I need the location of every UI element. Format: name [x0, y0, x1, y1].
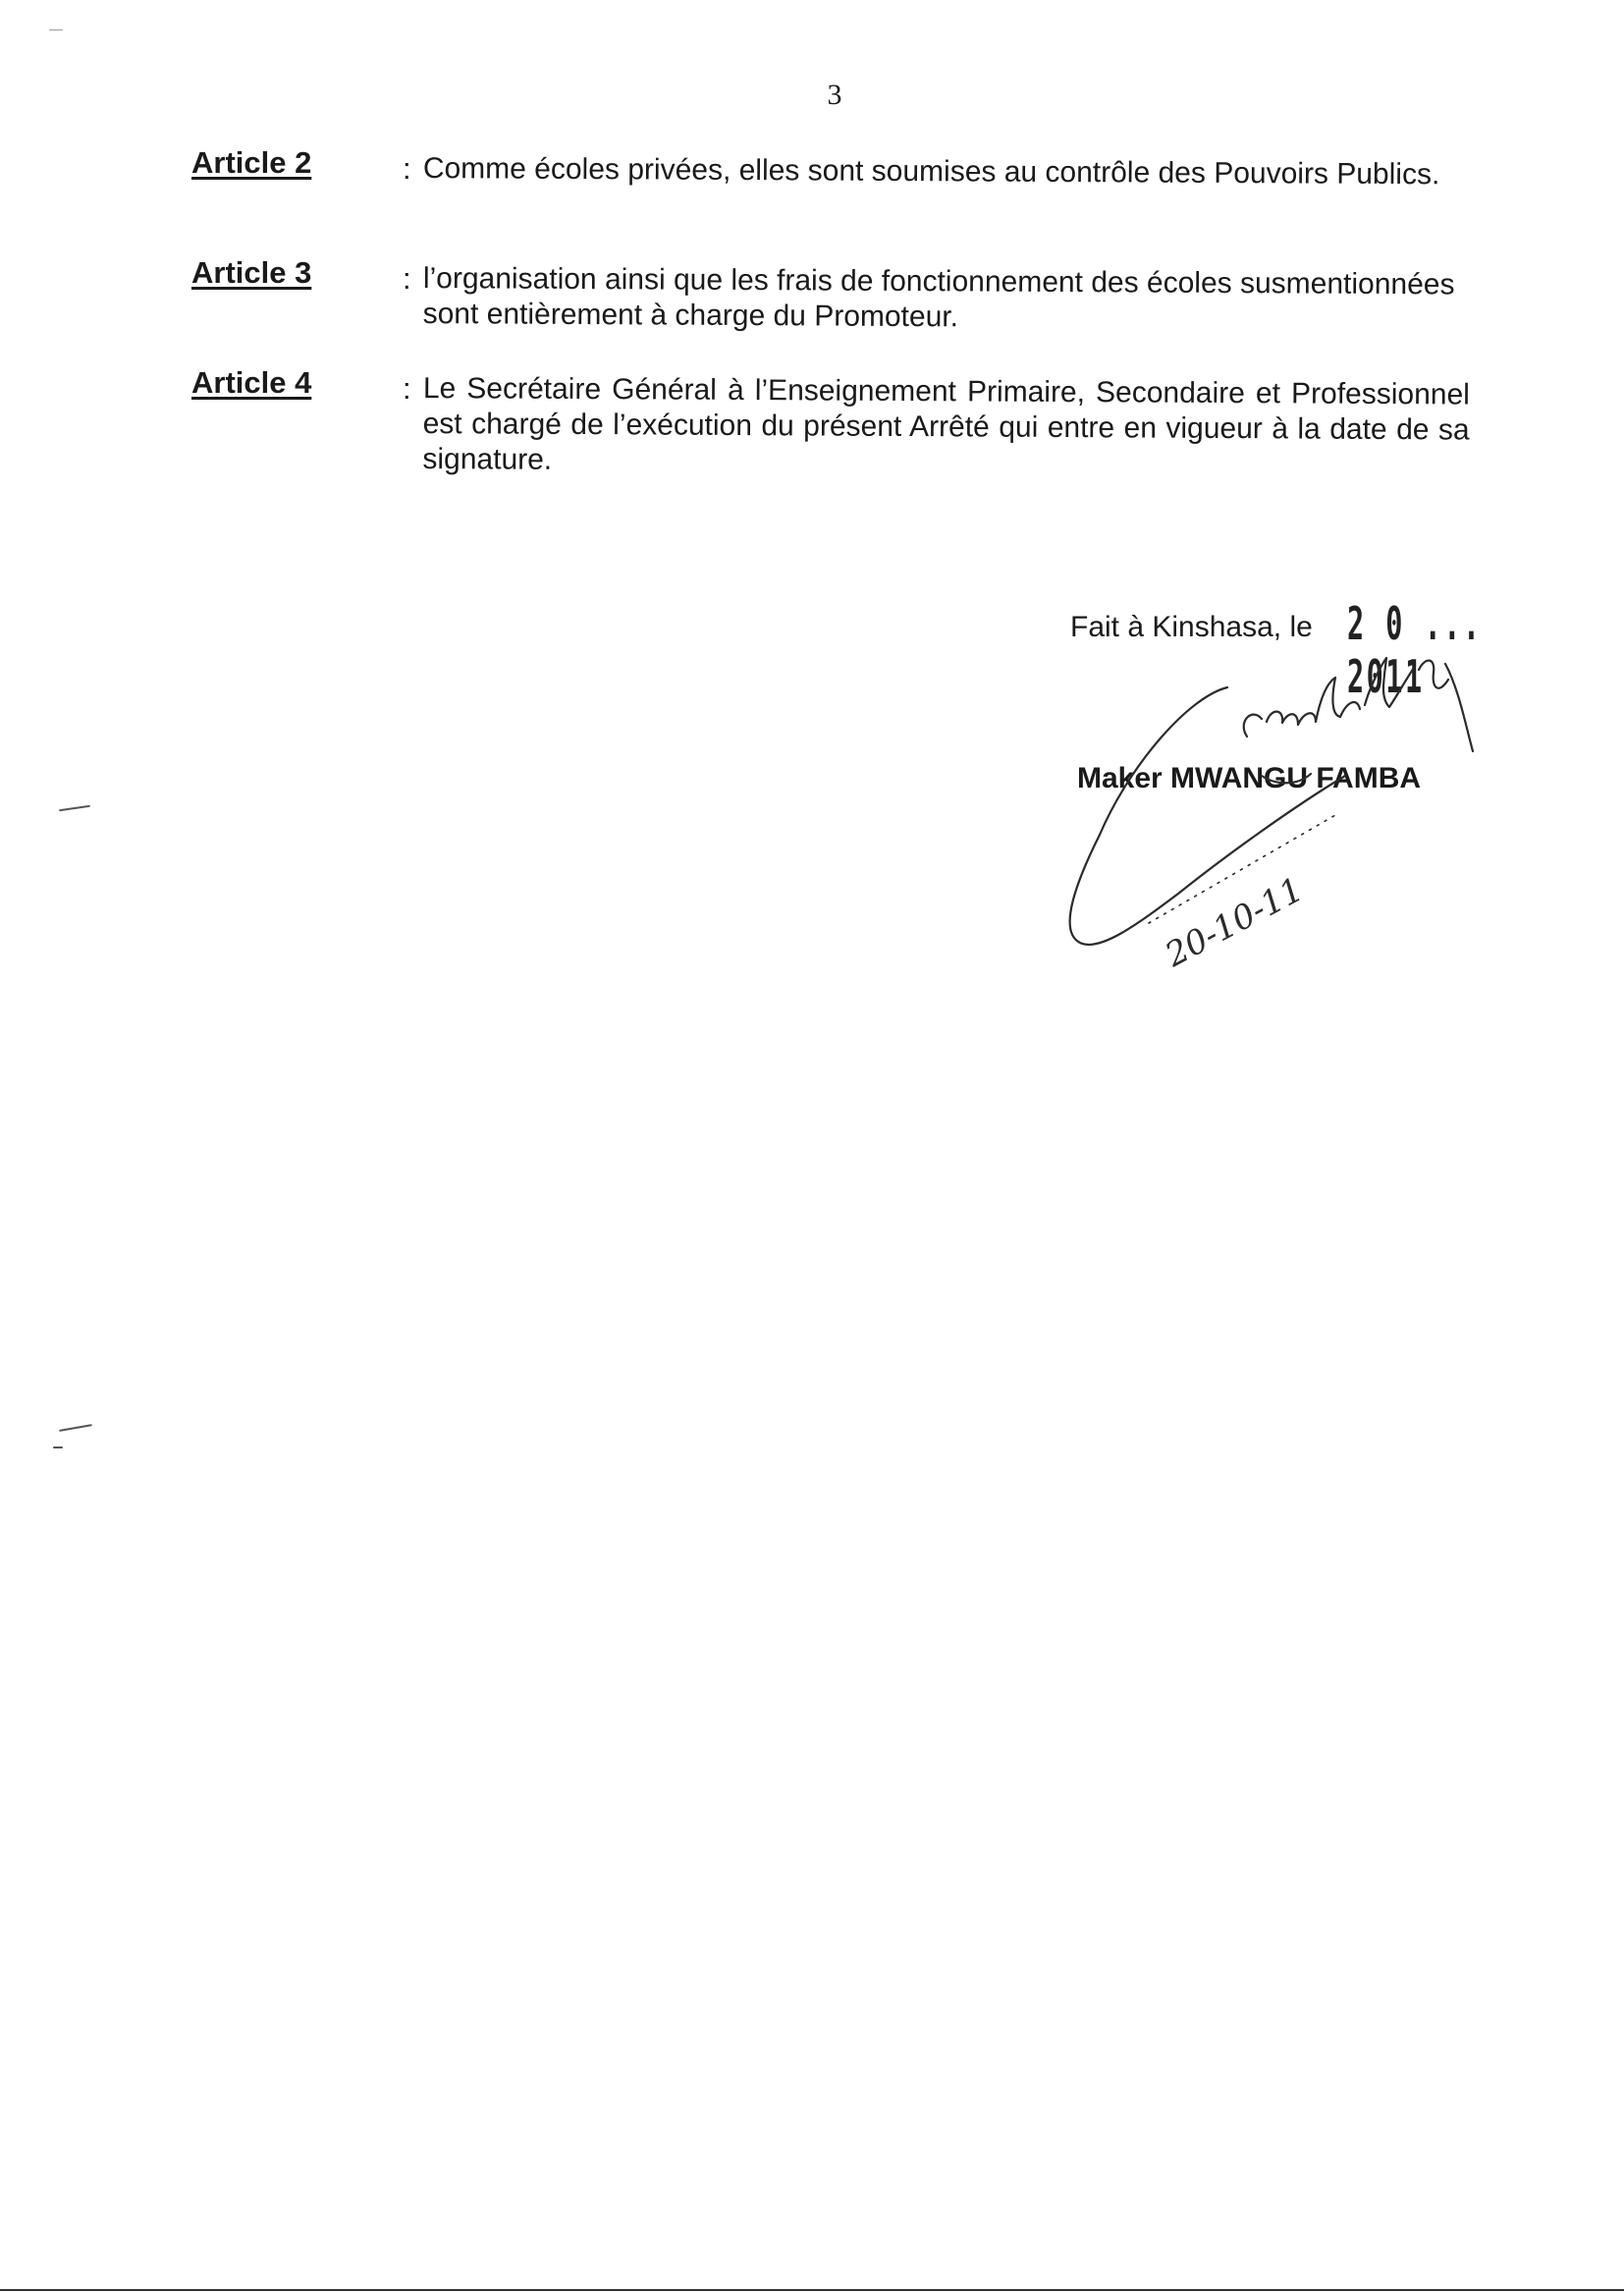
article-separator: : [403, 371, 411, 406]
scan-artifact [53, 1447, 63, 1448]
article-label: Article 2 [191, 145, 312, 180]
scan-artifact [59, 805, 90, 811]
date-stamp: 2 0 ... 2011 [1347, 597, 1483, 703]
article-text: Le Secrétaire Général à l’Enseignement Primaire, Secondaire et Professionnel est chargé de l’exécution du présent Arrêté qui entre en vigueur à la date de sa signature. [422, 371, 1470, 476]
handwritten-date-annotation: 20-10-11 [1159, 869, 1311, 975]
article-separator: : [403, 261, 411, 296]
scan-artifact [59, 1424, 92, 1432]
article-label: Article 3 [191, 255, 312, 290]
article-text: l’organisation ainsi que les frais de fonctionnement des écoles susmentionnées sont entièrement à charge du Promoteur. [422, 261, 1455, 334]
handwritten-signature [1041, 628, 1492, 982]
article-separator: : [403, 151, 411, 186]
signatory-name: Maker MWANGU FAMBA [1077, 762, 1422, 794]
page-edge-rule [0, 2289, 1624, 2291]
article-label: Article 4 [191, 365, 312, 400]
scan-artifact [49, 29, 63, 30]
page-number: 3 [827, 79, 842, 111]
place-and-date-line: Fait à Kinshasa, le [1070, 611, 1313, 643]
article-text: Comme écoles privées, elles sont soumises au contrôle des Pouvoirs Publics. [422, 151, 1440, 191]
